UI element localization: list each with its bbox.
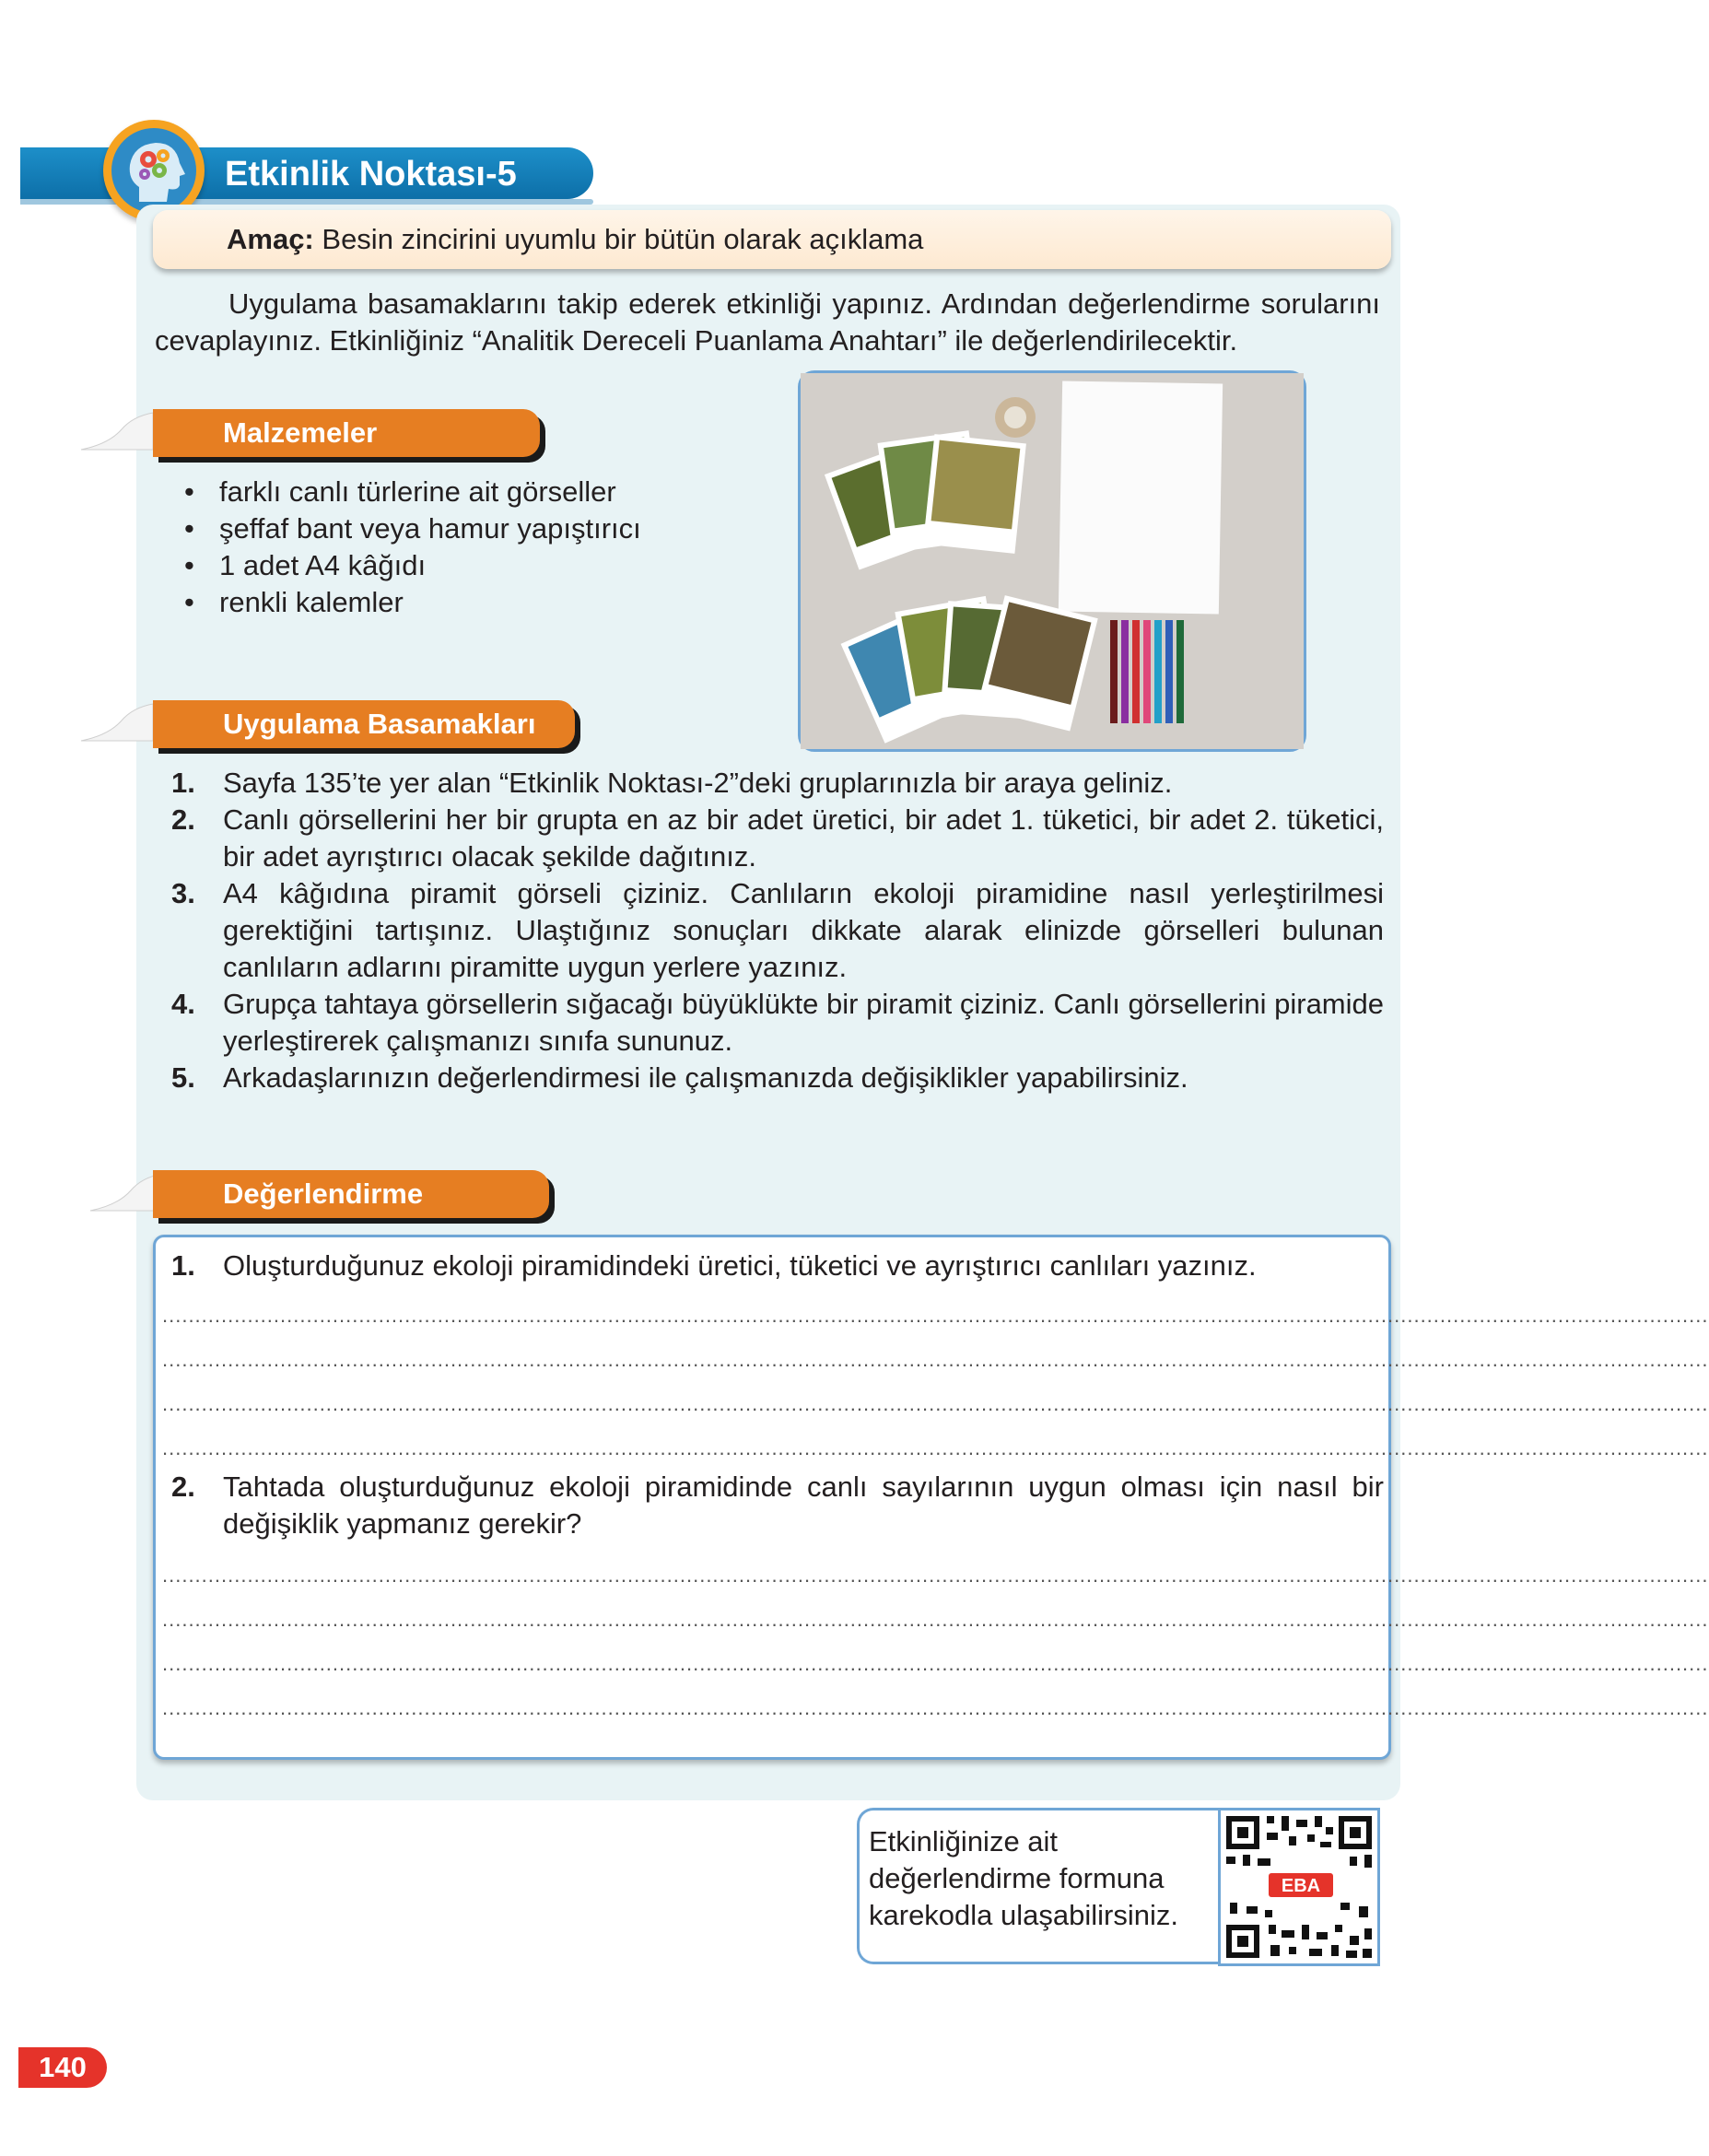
section-header-evaluation: Değerlendirme <box>153 1170 549 1218</box>
eba-badge: EBA <box>1281 1876 1321 1896</box>
list-item <box>171 1060 1384 1096</box>
list-item <box>171 986 1384 1060</box>
list-item <box>171 802 1384 875</box>
step-text: Canlı görsellerini her bir grupta en az bir adet üretici, bir adet 1. tüketici, bir adet 2. tüketici, bir adet ayrıştırıcı olacak şekilde dağıtınız. <box>223 803 1384 873</box>
steps-list <box>171 765 1384 1096</box>
step-text: Arkadaşlarınızın değerlendirmesi ile çalışmanızda değişiklikler yapabilirsiniz. <box>223 1061 1188 1094</box>
tab-curl-decoration <box>90 1174 162 1211</box>
list-item <box>171 875 1384 986</box>
step-number: 2. <box>171 803 195 836</box>
intro-paragraph: Uygulama basamaklarını takip ederek etkinliği yapınız. Ardından değerlendirme sorularını cevaplayınız. Etkinliğiniz “Analitik Dereceli Puanlama Anahtarı” ile değerlendirilecektir. <box>155 287 1380 357</box>
purpose-text: Besin zincirini uyumlu bir bütün olarak açıklama <box>322 223 924 255</box>
answer-line[interactable]: ............................................................................................................................................................................................................................................ <box>162 1608 1709 1631</box>
answer-line[interactable]: ............................................................................................................................................................................................................................................ <box>162 1696 1709 1719</box>
purpose-box <box>153 210 1391 269</box>
qr-info-text: Etkinliğinize ait değerlendirme formuna karekodla ulaşabilirsiniz. <box>869 1825 1178 1931</box>
section-header-materials: Malzemeler <box>153 409 540 457</box>
step-text: Grupça tahtaya görsellerin sığacağı büyüklükte bir piramit çiziniz. Canlı görsellerini piramide yerleştirerek çalışmanızı sınıfa sununuz. <box>223 988 1384 1057</box>
activity-title: Etkinlik Noktası-5 <box>225 155 517 193</box>
question-number: 2. <box>171 1471 195 1503</box>
answer-line[interactable]: ............................................................................................................................................................................................................................................ <box>162 1392 1709 1415</box>
materials-photo <box>798 370 1306 752</box>
step-text: A4 kâğıdına piramit görseli çiziniz. Canlıların ekoloji piramidine nasıl yerleştirilmesi gerektiğini tartışınız. Ulaştığınız sonuçları dikkate alarak elinizde görselleri bulunan canlıların adlarını piramitte uygun yerlere yazınız. <box>223 877 1384 983</box>
question-text: Oluşturduğunuz ekoloji piramidindeki üretici, tüketici ve ayrıştırıcı canlıları yazınız. <box>223 1249 1257 1282</box>
materials-list <box>175 474 641 621</box>
step-number: 4. <box>171 988 195 1020</box>
tab-curl-decoration <box>81 704 153 741</box>
list-item: • renkli kalemler <box>175 584 641 621</box>
section-header-steps: Uygulama Basamakları <box>153 700 575 748</box>
list-item: • şeffaf bant veya hamur yapıştırıcı <box>175 510 641 547</box>
question-number: 1. <box>171 1249 195 1282</box>
answer-line[interactable]: ............................................................................................................................................................................................................................................ <box>162 1564 1709 1587</box>
list-item <box>171 765 1384 802</box>
tab-curl-decoration <box>81 413 153 450</box>
step-number: 5. <box>171 1061 195 1094</box>
step-text: Sayfa 135’te yer alan “Etkinlik Noktası-2”deki gruplarınızla bir araya geliniz. <box>223 767 1173 799</box>
step-number: 3. <box>171 877 195 909</box>
page-number: 140 <box>18 2047 107 2088</box>
list-item: • farklı canlı türlerine ait görseller <box>175 474 641 510</box>
question-1 <box>171 1248 1384 1284</box>
answer-line[interactable]: ............................................................................................................................................................................................................................................ <box>162 1652 1709 1675</box>
question-text: Tahtada oluşturduğunuz ekoloji piramidinde canlı sayılarının uygun olması için nasıl bir değişiklik yapmanız gerekir? <box>223 1471 1384 1540</box>
list-item: • 1 adet A4 kâğıdı <box>175 547 641 584</box>
qr-code[interactable] <box>1218 1808 1380 1966</box>
answer-line[interactable]: ............................................................................................................................................................................................................................................ <box>162 1348 1709 1371</box>
answer-line[interactable]: ............................................................................................................................................................................................................................................ <box>162 1304 1709 1327</box>
answer-line[interactable]: ............................................................................................................................................................................................................................................ <box>162 1436 1709 1459</box>
step-number: 1. <box>171 767 195 799</box>
question-2 <box>171 1469 1384 1542</box>
qr-info-box <box>857 1808 1225 1964</box>
purpose-label: Amaç: <box>227 223 314 255</box>
